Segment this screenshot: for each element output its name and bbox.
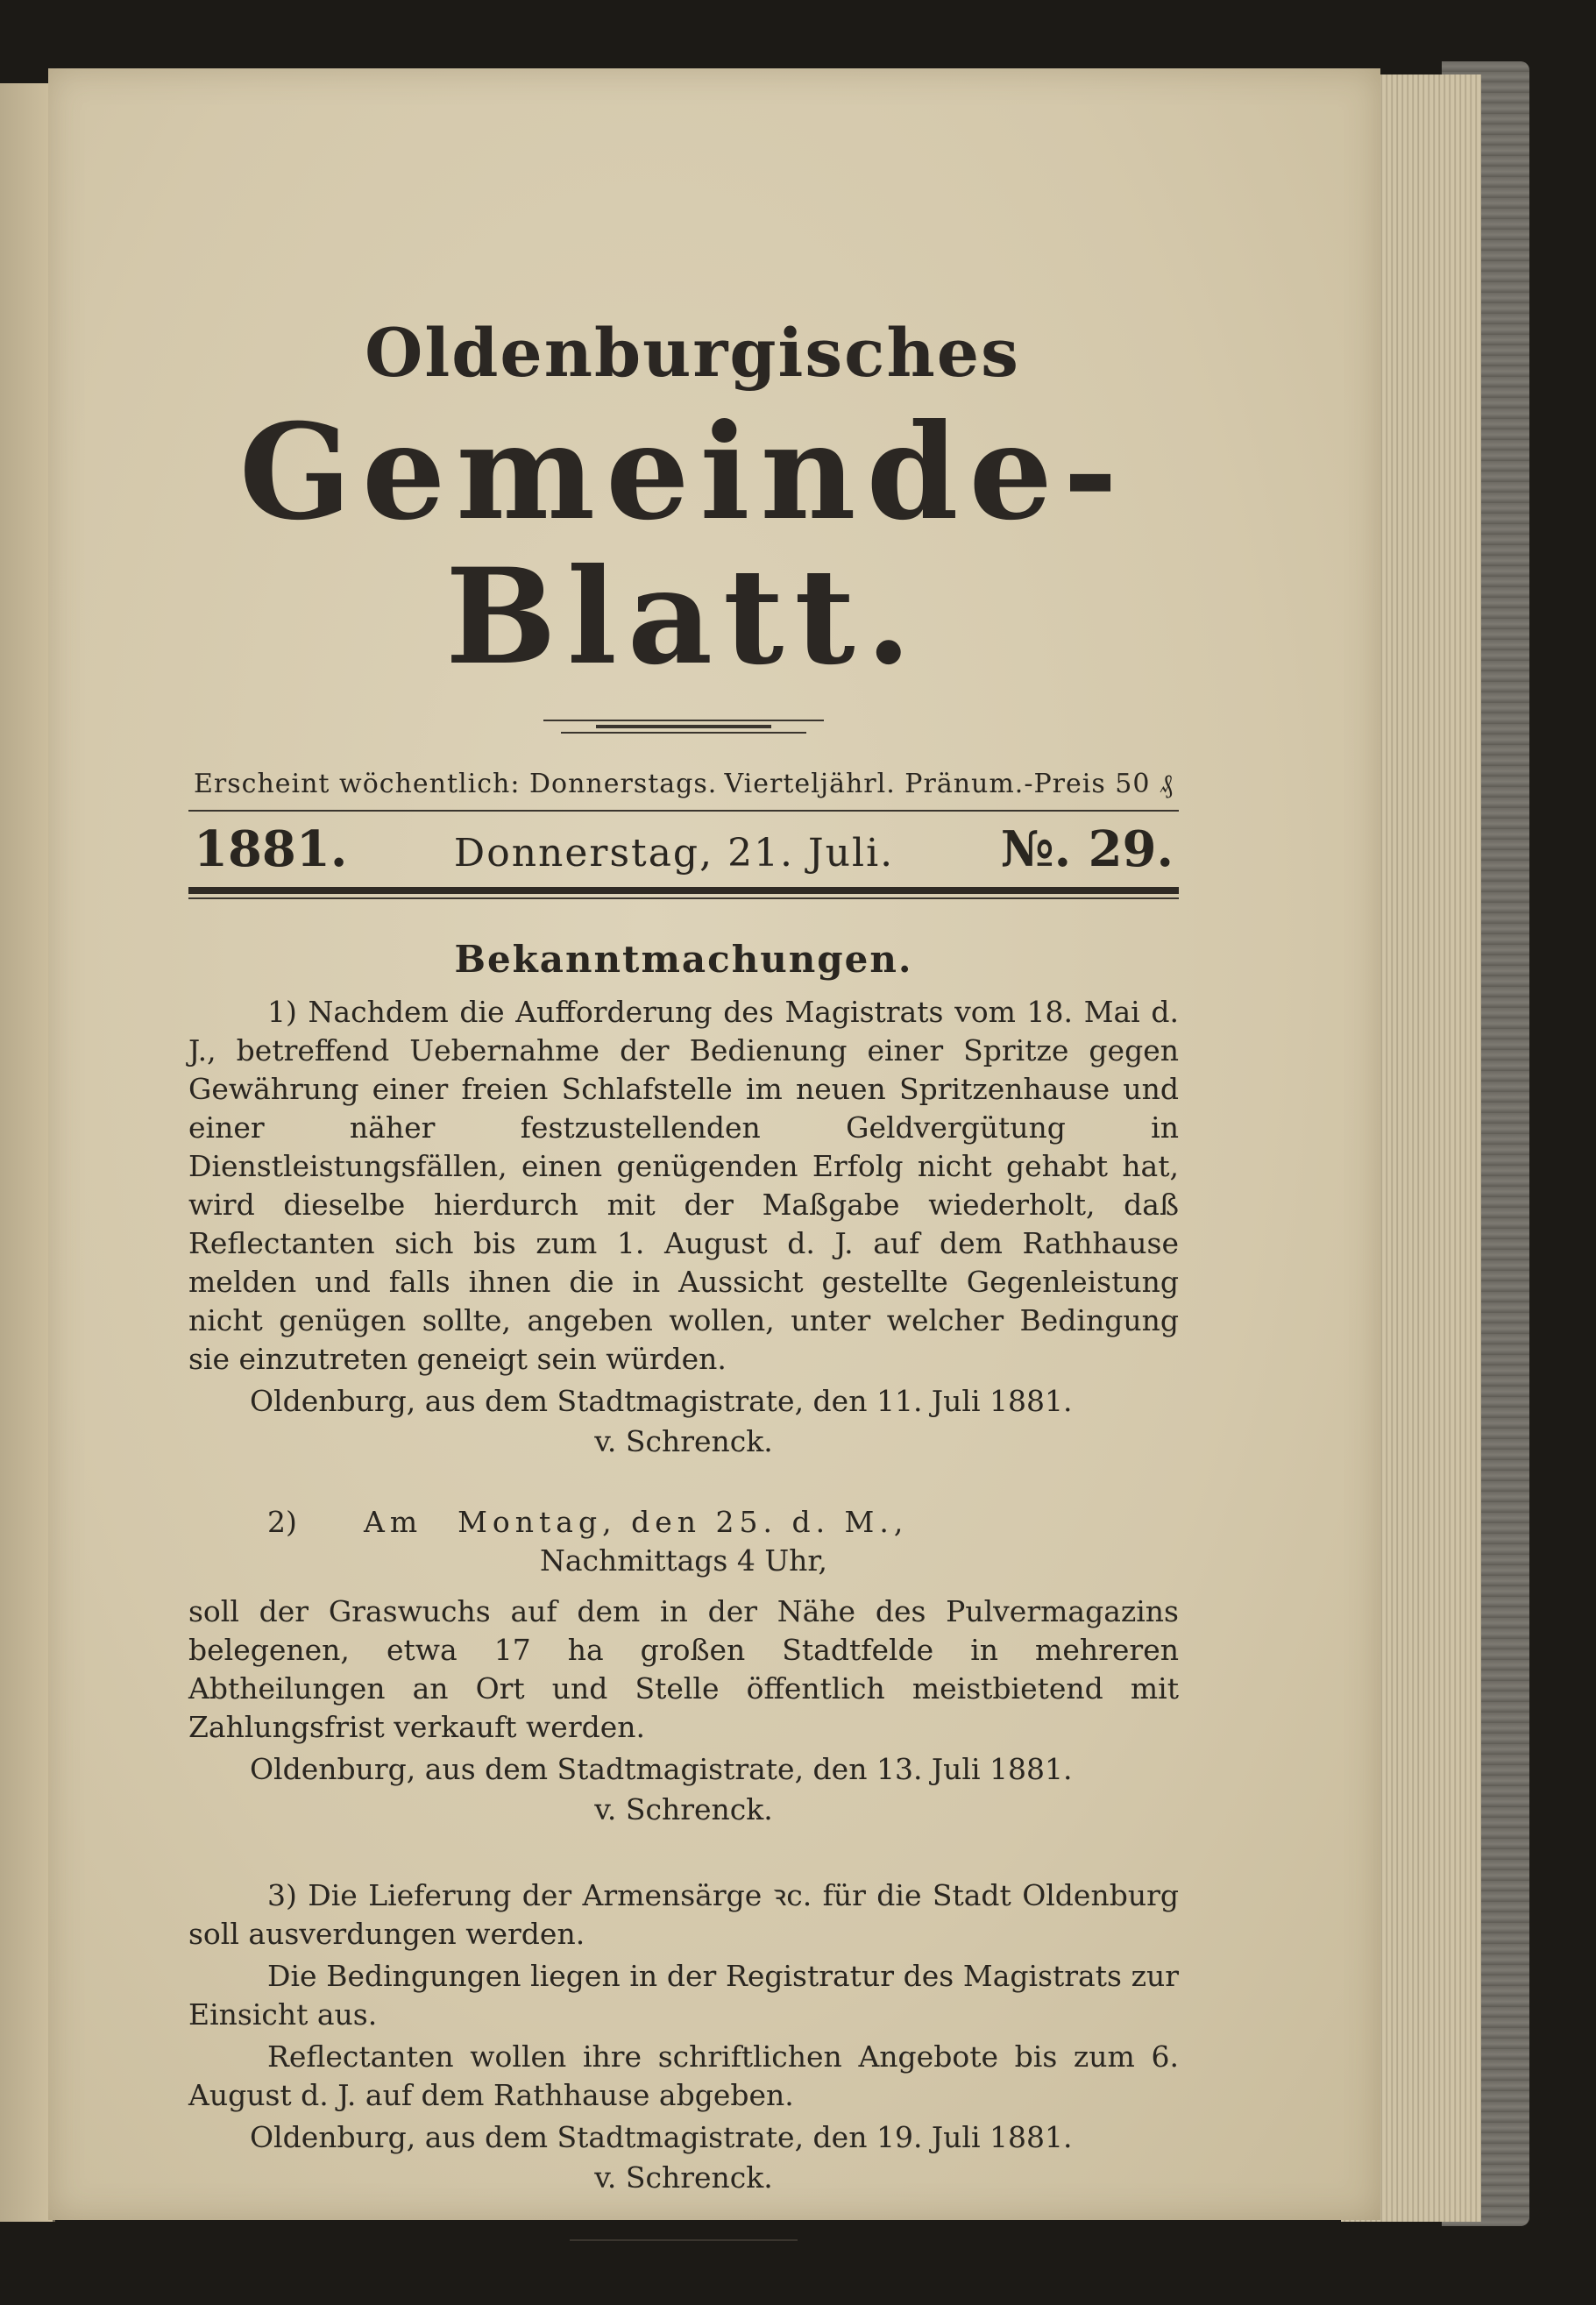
subscription-price: Vierteljährl. Pränum.-Preis 50 ₰ (724, 769, 1174, 799)
end-rule (570, 2239, 798, 2241)
dateline (188, 820, 1179, 878)
notice-2-place: Oldenburg, aus dem Stadtmagistrate, den 13. Juli 1881. (250, 1752, 1073, 1786)
notice-1-text: 1) Nachdem die Aufforderung des Magistrats vom 18. Mai d. J., betreffend Uebernahme der Bedienung einer Spritze gegen Gewährung einer freien Schlafstelle im neuen Spritzenhause und einer näher festzustellenden Geldvergütung in Dienstleistungsfällen, einen genügenden Erfolg nicht gehabt hat, wird dieselbe hierdurch mit der Maßgabe wiederholt, daß Reflectanten sich bis zum 1. August d. J. auf dem Rathhause melden und falls ihnen die in Aussicht gestellte Gegenleistung nicht genügen sollte, angeben wollen, unter welcher Bedingung sie einzutreten geneigt sein würden. (188, 995, 1179, 1376)
publication-frequency: Erscheint wöchentlich: Donnerstags. (194, 769, 718, 799)
notice-2-day: Montag, den 25. d. M., (458, 1505, 909, 1539)
notice-1-signature: v. Schrenck. (594, 1424, 773, 1458)
publication-info (188, 769, 1179, 799)
issue-year: 1881. (194, 820, 348, 878)
page-content (188, 314, 1179, 2241)
ornament-divider (543, 714, 824, 735)
masthead-subtitle: Oldenburgisches (365, 314, 1020, 392)
notice-2-number: 2) (267, 1505, 297, 1539)
rule-thick (188, 887, 1179, 894)
newspaper-page (48, 68, 1380, 2220)
notice-2-text: soll der Graswuchs auf dem in der Nähe des Pulvermagazins belegenen, etwa 17 ha großen Stadtfelde in mehreren Abtheilungen an Ort und Stelle öffentlich meistbietend mit Zahlungsfrist verkauft werden. (188, 1594, 1179, 1744)
masthead-title: Gemeinde-Blatt. (238, 395, 1129, 694)
notice-1-place: Oldenburg, aus dem Stadtmagistrate, den 11. Juli 1881. (250, 1384, 1073, 1418)
notice-2-am: Am (364, 1505, 423, 1539)
rule-under (188, 897, 1179, 899)
notice-3-text-1: 3) Die Lieferung der Armensärge ꝛc. für die Stadt Oldenburg soll ausverdungen werden. (188, 1878, 1179, 1951)
notice-3-place: Oldenburg, aus dem Stadtmagistrate, den 19. Juli 1881. (250, 2120, 1073, 2154)
notice-3-signature: v. Schrenck. (594, 2160, 773, 2195)
notice-2-time: Nachmittags 4 Uhr, (539, 1543, 828, 1578)
notice-2-head (188, 1503, 1179, 1542)
notice-3-text-2: Die Bedingungen liegen in der Registratur des Magistrats zur Einsicht aus. (188, 1959, 1179, 2032)
rule-thin (188, 810, 1179, 812)
left-page-edge (0, 83, 55, 2222)
notice-2-signature: v. Schrenck. (594, 1792, 773, 1826)
issue-date: Donnerstag, 21. Juli. (453, 831, 895, 876)
section-heading: Bekanntmachungen. (454, 938, 913, 981)
notice-3-text-3: Reflectanten wollen ihre schriftlichen Angebote bis zum 6. August d. J. auf dem Rathhause abgeben. (188, 2039, 1179, 2112)
issue-number: №. 29. (1000, 820, 1174, 878)
